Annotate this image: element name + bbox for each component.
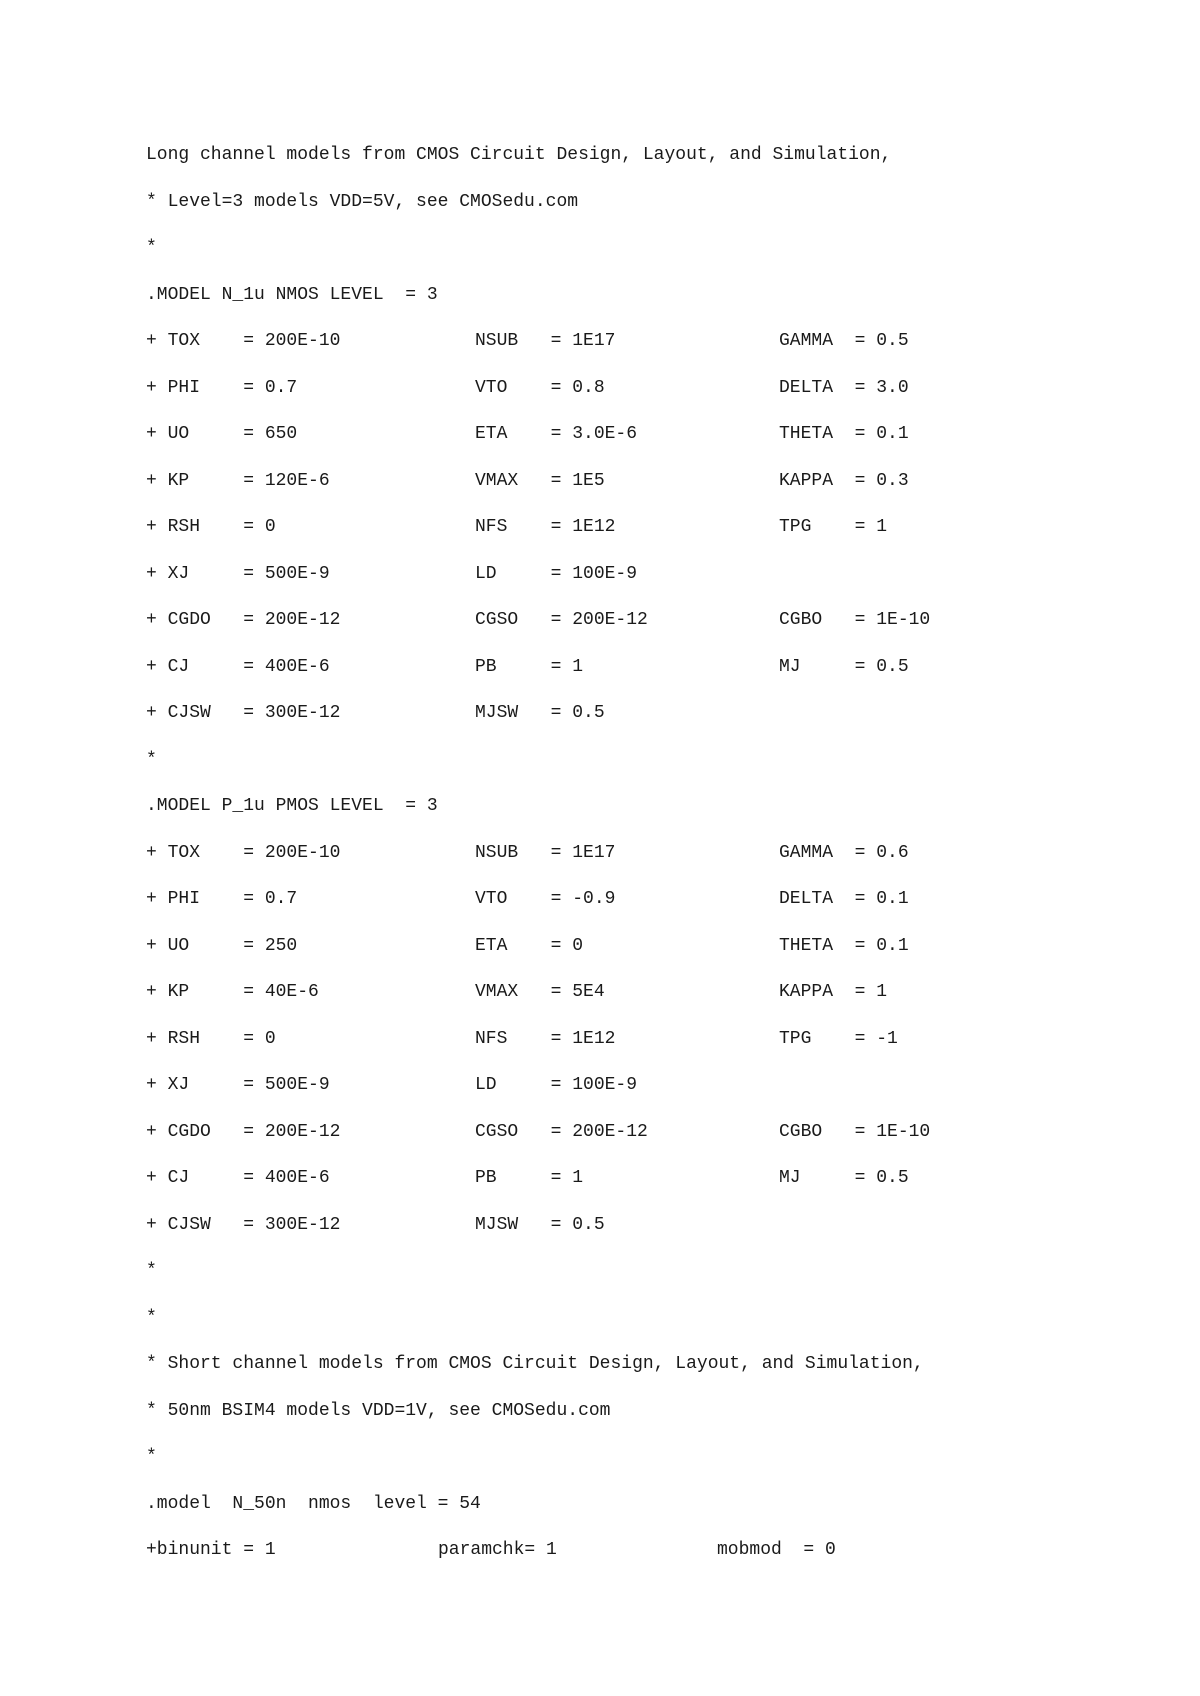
param-column-1: + CGDO = 200E-12: [146, 610, 341, 630]
line-text: *: [146, 749, 157, 770]
param-column-3: THETA = 0.1: [779, 424, 909, 444]
param-column-2: CGSO = 200E-12: [475, 1121, 648, 1142]
text-line: [146, 745, 1146, 792]
param-column-3: CGBO = 1E-10: [779, 1121, 931, 1142]
param-line: [146, 838, 1146, 885]
param-column-1: + CJ = 400E-6: [146, 656, 330, 677]
param-column-1: + CGDO = 200E-12: [146, 1121, 341, 1142]
param-column-1: + TOX = 200E-10: [146, 842, 341, 863]
param-column-1: + KP = 40E-6: [146, 982, 319, 1002]
param-line: [146, 1163, 1146, 1210]
param-line: [146, 1070, 1146, 1117]
param-column-2: MJSW = 0.5: [475, 703, 605, 723]
param-column-3: GAMMA = 0.6: [779, 842, 909, 863]
param-column-1: + TOX = 200E-10: [146, 331, 341, 351]
param-line: [146, 373, 1146, 420]
text-line: [146, 187, 1146, 234]
param-column-2: PB = 1: [475, 1168, 584, 1188]
param-column-1: + UO = 250: [146, 935, 298, 956]
param-column-2: NFS = 1E12: [475, 517, 616, 537]
param-column-1: + UO = 650: [146, 424, 298, 444]
param-column-2: VTO = 0.8: [475, 377, 605, 398]
param-column-2: VMAX = 1E5: [475, 470, 605, 491]
param-column-2: ETA = 0: [475, 935, 584, 956]
param-column-1: + PHI = 0.7: [146, 889, 298, 909]
param-column-1: + RSH = 0: [146, 517, 276, 537]
param-column-3: KAPPA = 0.3: [779, 470, 909, 491]
param-column-1: + XJ = 500E-9: [146, 563, 330, 584]
line-text: *: [146, 1261, 157, 1281]
param-line: [146, 884, 1146, 931]
line-text: * Short channel models from CMOS Circuit Design, Layout, and Simulation,: [146, 1354, 924, 1374]
text-line: [146, 233, 1146, 280]
param-column-3: MJ = 0.5: [779, 1168, 909, 1188]
line-text: *: [146, 1307, 157, 1328]
line-text: *: [146, 238, 157, 258]
param-column-2: PB = 1: [475, 656, 584, 677]
param-column-2: LD = 100E-9: [475, 1075, 638, 1095]
param-column-1: + CJSW = 300E-12: [146, 1214, 341, 1235]
param-column-1: + XJ = 500E-9: [146, 1075, 330, 1095]
line-text: Long channel models from CMOS Circuit Design, Layout, and Simulation,: [146, 145, 892, 165]
text-line: [146, 1442, 1146, 1489]
param-column-3: TPG = 1: [779, 517, 888, 537]
text-line: [146, 1256, 1146, 1303]
line-text: .MODEL N_1u NMOS LEVEL = 3: [146, 284, 438, 305]
text-line: [146, 1349, 1146, 1396]
param-column-2: CGSO = 200E-12: [475, 610, 648, 630]
bsim-param-line: [146, 1535, 1146, 1582]
param-column-2: NFS = 1E12: [475, 1028, 616, 1049]
param-column-3: CGBO = 1E-10: [779, 610, 931, 630]
text-line: [146, 140, 1146, 187]
param-column-1: + KP = 120E-6: [146, 470, 330, 491]
param-column-2: paramchk= 1: [438, 1540, 557, 1560]
param-column-2: NSUB = 1E17: [475, 842, 616, 863]
param-column-2: LD = 100E-9: [475, 563, 638, 584]
param-column-2: MJSW = 0.5: [475, 1214, 605, 1235]
param-line: [146, 466, 1146, 513]
text-line: [146, 1489, 1146, 1536]
param-column-2: VTO = -0.9: [475, 889, 616, 909]
spice-model-listing: [146, 140, 1146, 1582]
text-line: [146, 280, 1146, 327]
param-line: [146, 931, 1146, 978]
param-line: [146, 326, 1146, 373]
param-line: [146, 559, 1146, 606]
param-column-3: GAMMA = 0.5: [779, 331, 909, 351]
param-column-3: THETA = 0.1: [779, 935, 909, 956]
param-column-2: ETA = 3.0E-6: [475, 424, 638, 444]
param-column-1: + CJ = 400E-6: [146, 1168, 330, 1188]
param-column-2: VMAX = 5E4: [475, 982, 605, 1002]
line-text: * 50nm BSIM4 models VDD=1V, see CMOSedu.com: [146, 1400, 611, 1421]
param-line: [146, 512, 1146, 559]
param-line: [146, 698, 1146, 745]
param-line: [146, 1117, 1146, 1164]
param-column-3: MJ = 0.5: [779, 656, 909, 677]
param-line: [146, 419, 1146, 466]
line-text: .MODEL P_1u PMOS LEVEL = 3: [146, 796, 438, 816]
param-column-3: mobmod = 0: [717, 1540, 836, 1560]
param-column-3: TPG = -1: [779, 1028, 898, 1049]
line-text: * Level=3 models VDD=5V, see CMOSedu.com: [146, 191, 579, 212]
param-line: [146, 1024, 1146, 1071]
param-column-1: + CJSW = 300E-12: [146, 703, 341, 723]
param-line: [146, 652, 1146, 699]
text-line: [146, 1396, 1146, 1443]
line-text: .model N_50n nmos level = 54: [146, 1493, 481, 1514]
param-line: [146, 977, 1146, 1024]
param-column-2: NSUB = 1E17: [475, 331, 616, 351]
param-column-1: + RSH = 0: [146, 1028, 276, 1049]
text-line: [146, 791, 1146, 838]
param-line: [146, 1210, 1146, 1257]
param-column-3: DELTA = 0.1: [779, 889, 909, 909]
param-column-3: KAPPA = 1: [779, 982, 888, 1002]
param-column-1: +binunit = 1: [146, 1540, 276, 1560]
param-column-1: + PHI = 0.7: [146, 377, 298, 398]
line-text: *: [146, 1447, 157, 1467]
text-line: [146, 1303, 1146, 1350]
param-line: [146, 605, 1146, 652]
param-column-3: DELTA = 3.0: [779, 377, 909, 398]
